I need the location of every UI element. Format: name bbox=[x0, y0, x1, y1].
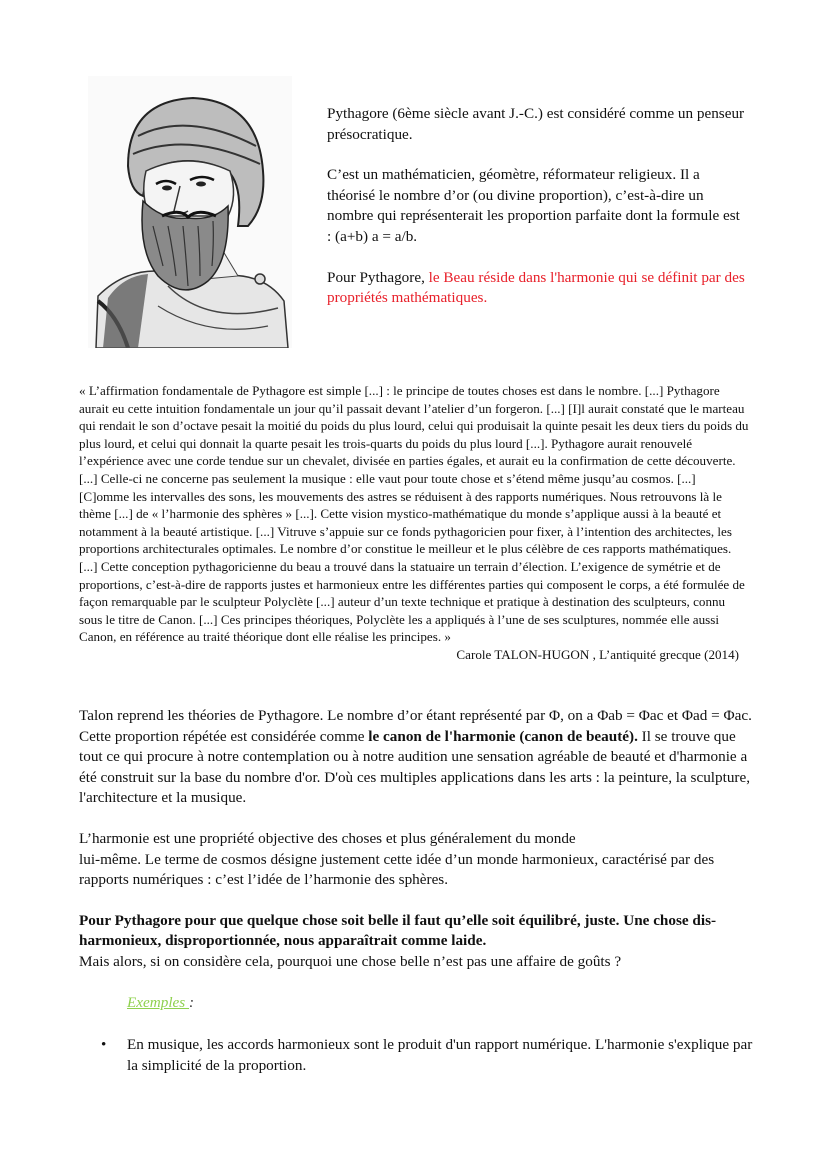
cosmos-rest: lui-même. Le terme de cosmos désigne justement cette idée d’un monde harmonieux, caractérisé par des rapports numériques : c’est l’idée de l’harmonie des sphères. bbox=[79, 850, 715, 889]
talon-hugon-quote bbox=[79, 382, 749, 664]
body-section bbox=[79, 706, 759, 1076]
list-item-text: En musique, les accords harmonieux sont le produit d'un rapport numérique. L'harmonie s'explique par la simplicité de la proportion. bbox=[127, 1036, 753, 1074]
examples-list bbox=[79, 1035, 759, 1076]
list-item bbox=[101, 1035, 759, 1076]
examples-heading bbox=[127, 993, 759, 1014]
intro-section bbox=[327, 104, 747, 329]
pythagoras-portrait-image bbox=[88, 76, 292, 348]
body-paragraph-balance bbox=[79, 911, 759, 973]
beauty-highlight: le Beau réside dans l'harmonie qui se définit par des propriétés mathématiques. bbox=[327, 268, 745, 307]
examples-colon: : bbox=[189, 993, 195, 1011]
canon-bold: le canon de l'harmonie (canon de beauté). bbox=[368, 727, 638, 745]
cosmos-line1: L’harmonie est une propriété objective des choses et plus généralement du monde bbox=[79, 829, 576, 847]
body-paragraph-cosmos bbox=[79, 829, 759, 891]
quote-text: « L’affirmation fondamentale de Pythagore est simple [...] : le principe de toutes choses est dans le nombre. [...] Pythagore aurait eu cette intuition fondamentale un jour qu’il passait devant l’atelier d’un forgeron. [...] [I]l aurait constaté que le marteau qui rendait le son d’octave pesait la moitié du poids du plus lourd, celui qui produisait la quinte pesait les deux tiers du poids du plus lourd, et celui qui donnait la quarte pesait les trois-quarts du poids du plus lourd [...]. Pythagore aurait renouvelé l’expérience avec une corde tendue sur un chevalet, divisée en parties égales, et aurait eu la confirmation de cette découverte. [...] Celle-ci ne concerne pas seulement la musique : elle vaut pour toute chose et s’étend même jusqu’au cosmos. [...] [C]omme les intervalles des sons, les mouvements des astres se réduisent à des rapports numériques. Nous retrouvons là le thème [...] de « l’harmonie des sphères » [...]. Cette vision mystico-mathématique du monde s’applique aussi à la beauté et notamment à la beauté artistique. [...] Vitruve s’appuie sur ce fonds pythagoricien pour fixer, à l’intention des architectes, les proportions architecturales optimales. Le nombre d’or constitue le meilleur et le plus célèbre de ces rapports mathématiques. [...] Cette conception pythagoricienne du beau a trouvé dans la statuaire un terrain d’élection. L’exigence de symétrie et de proportions, c’est-à-dire de rapports justes et harmonieux entre les différentes parties qui composent le corps, a été formulée de façon remarquable par le sculpteur Polyclète [...] auteur d’un texte technique et pratique à destination des sculpteurs, connu sous le titre de Canon. [...] Ces principes théoriques, Polyclète les a appliqués à l’une de ses sculptures, nommée elle aussi Canon, en référence au traité théorique dont elle réalise les principes. » bbox=[79, 383, 749, 645]
intro-paragraph-dates: Pythagore (6ème siècle avant J.-C.) est considéré comme un penseur présocratique. bbox=[327, 105, 745, 143]
intro-paragraph-golden-ratio: C’est un mathématicien, géomètre, réformateur religieux. Il a théorisé le nombre d’or (ou divine proportion), c’est-à-dire un nombre qui représenterait les proportion parfaite dont la formule est : (a+b) a = a/b. bbox=[327, 166, 740, 245]
body-paragraph-canon bbox=[79, 706, 759, 809]
examples-link[interactable]: Exemples bbox=[127, 993, 189, 1011]
balance-bold: Pour Pythagore pour que quelque chose soit belle il faut qu’elle soit équilibré, juste. Une chose dis-harmonieux, disproportionnée, nous apparaîtrait comme laide. bbox=[79, 911, 717, 950]
bullet-icon: • bbox=[101, 1036, 107, 1054]
canon-text-b: Il se trouve que tout ce qui procure à notre contemplation ou à notre audition une sensation agréable de beauté et d'harmonie a été construit sur la base du nombre d'or. D'où ces multiples applications dans les arts : la peinture, la sculpture, l'architecture et la musique. bbox=[79, 727, 751, 807]
intro-paragraph-beauty bbox=[327, 268, 747, 309]
quote-citation: Carole TALON-HUGON , L’antiquité grecque (2014) bbox=[456, 646, 739, 662]
beauty-prefix: Pour Pythagore, bbox=[327, 268, 429, 286]
balance-question: Mais alors, si on considère cela, pourquoi une chose belle n’est pas une affaire de goûts ? bbox=[79, 952, 622, 970]
canon-text-a: Talon reprend les théories de Pythagore. Le nombre d’or étant représenté par Φ, on a Φab = Φac et Φad = Φac. Cette proportion répétée est considérée comme bbox=[79, 707, 752, 745]
